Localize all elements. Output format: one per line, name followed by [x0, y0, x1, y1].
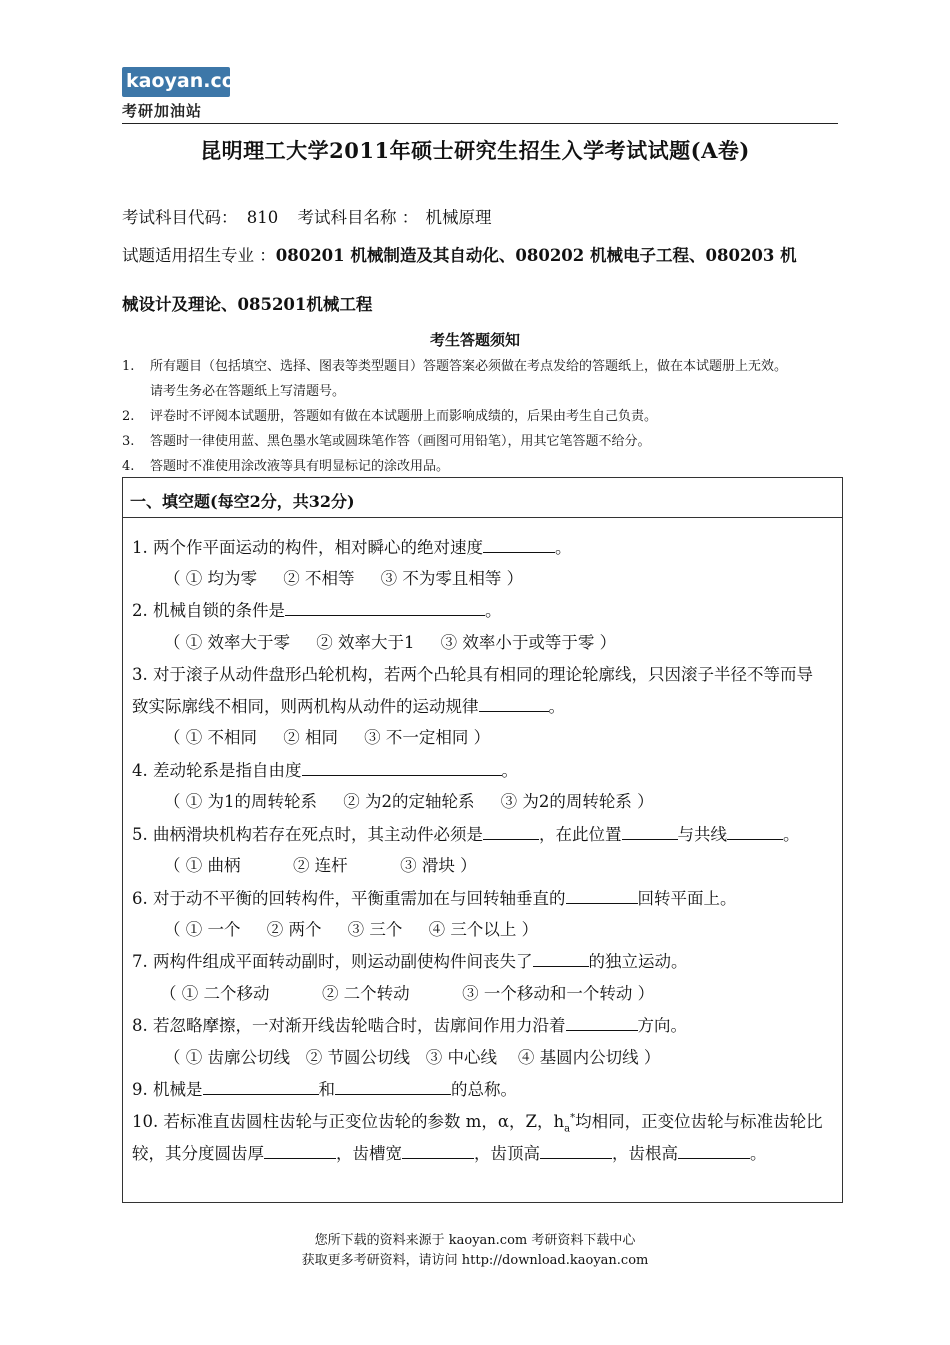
notice-item — [122, 430, 651, 449]
answer-blank — [285, 601, 485, 616]
notice-number: 1. — [122, 359, 135, 374]
question-text-mid: ，齿根高 — [612, 1144, 678, 1163]
major-list-continued: 械设计及理论、085201机械工程 — [122, 295, 373, 314]
question-text: 致实际廓线不相同，则两机构从动件的运动规律 — [132, 697, 479, 716]
answer-blank — [678, 1144, 750, 1159]
header-divider — [122, 123, 838, 124]
question-text: 2. 机械自锁的条件是 — [132, 601, 285, 620]
section-header: 一、填空题(每空2分，共32分) — [130, 492, 355, 511]
question-7 — [132, 948, 688, 972]
question-text: 6. 对于动不平衡的回转构件，平衡重需加在与回转轴垂直的 — [132, 889, 566, 908]
question-8 — [132, 1012, 687, 1036]
subject-info — [122, 204, 492, 228]
answer-blank — [483, 538, 555, 553]
question-text-mid: ，在此位置 — [539, 825, 622, 844]
answer-blank — [566, 1016, 638, 1031]
subject-name-label: 考试科目名称 ： — [297, 208, 419, 227]
question-5-options: （ ① 曲柄 ② 连杆 ③ 滑块 ） — [164, 856, 477, 875]
question-end: 。 — [783, 825, 800, 844]
question-2-options: （ ① 效率大于零 ② 效率大于1 ③ 效率小于或等于零 ） — [164, 633, 617, 652]
question-end: 。 — [501, 761, 518, 780]
question-text: 1. 两个作平面运动的构件，相对瞬心的绝对速度 — [132, 538, 483, 557]
notice-title: 考生答题须知 — [429, 331, 520, 349]
question-4-options: （ ① 为1的周转轮系 ② 为2的定轴轮系 ③ 为2的周转轮系 ） — [164, 792, 654, 811]
logo-text: kaoyan.com — [126, 70, 255, 92]
answer-blank — [533, 952, 589, 967]
question-text: 4. 差动轮系是指自由度 — [132, 761, 302, 780]
notice-text: 评卷时不评阅本试题册，答题如有做在本试题册上而影响成绩的，后果由考生自己负责。 — [150, 409, 658, 424]
question-text-tail: 均相同，正变位齿轮与标准齿轮比 — [575, 1112, 823, 1131]
question-text: 7. 两构件组成平面转动副时，则运动副使构件间丧失了 — [132, 952, 533, 971]
notice-text: 答题时一律使用蓝、黑色墨水笔或圆珠笔作答（画图可用铅笔），用其它笔答题不给分。 — [150, 434, 651, 449]
logo-badge — [122, 67, 255, 97]
question-end: 的独立运动。 — [588, 952, 688, 971]
answer-blank — [264, 1144, 336, 1159]
subject-name: 机械原理 — [425, 208, 492, 227]
question-10-continued — [132, 1140, 767, 1164]
question-end: 。 — [548, 697, 565, 716]
subject-code-label: 考试科目代码： — [122, 208, 238, 227]
question-7-options: （ ① 二个移动 ② 二个转动 ③ 一个移动和一个转动 ） — [160, 984, 655, 1003]
answer-blank — [622, 825, 678, 840]
question-text-mid: 和 — [318, 1080, 335, 1099]
answer-blank — [479, 697, 549, 712]
question-9 — [132, 1076, 517, 1100]
answer-blank — [566, 889, 638, 904]
question-text-mid: 与共线 — [677, 825, 727, 844]
superscript: * — [570, 1112, 576, 1124]
question-10 — [132, 1108, 823, 1134]
major-label: 试题适用招生专业 ： — [122, 246, 276, 265]
question-4 — [132, 757, 518, 781]
question-1-options: （ ① 均为零 ② 不相等 ③ 不为零且相等 ） — [164, 569, 524, 588]
question-end: 方向。 — [637, 1016, 687, 1035]
section-divider — [122, 517, 843, 518]
question-text: 5. 曲柄滑块机构若存在死点时，其主动件必须是 — [132, 825, 483, 844]
subscript: a — [564, 1123, 571, 1135]
question-end: 的总称。 — [451, 1080, 517, 1099]
answer-blank — [402, 1144, 474, 1159]
question-end: 。 — [485, 601, 502, 620]
notice-number: 4. — [122, 459, 135, 474]
notice-text: 答题时不准使用涂改液等具有明显标记的涂改用品。 — [150, 459, 450, 474]
question-5 — [132, 821, 800, 845]
question-1 — [132, 534, 572, 558]
question-text: 较，其分度圆齿厚 — [132, 1144, 264, 1163]
major-info — [122, 242, 797, 266]
question-3-continued — [132, 693, 565, 717]
site-logo — [122, 67, 255, 123]
question-end: 。 — [555, 538, 572, 557]
answer-blank — [727, 825, 783, 840]
footer-link[interactable]: 获取更多考研资料，请访问 http://download.kaoyan.com — [301, 1253, 649, 1268]
question-6 — [132, 885, 737, 909]
answer-blank — [203, 1080, 319, 1095]
question-end: 。 — [750, 1144, 767, 1163]
notice-item — [122, 355, 787, 374]
answer-blank — [335, 1080, 451, 1095]
question-8-options: （ ① 齿廓公切线 ② 节圆公切线 ③ 中心线 ④ 基圆内公切线 ） — [164, 1048, 661, 1067]
answer-blank — [483, 825, 539, 840]
answer-blank — [540, 1144, 612, 1159]
notice-number: 2. — [122, 409, 135, 424]
question-2 — [132, 597, 502, 621]
notice-number: 3. — [122, 434, 135, 449]
exam-title: 昆明理工大学2011年硕士研究生招生入学考试试题(A卷) — [200, 138, 750, 163]
question-text-mid: ，齿顶高 — [474, 1144, 540, 1163]
subject-code: 810 — [246, 208, 279, 227]
major-list: 080201 机械制造及其自动化、080202 机械电子工程、080203 机 — [275, 246, 797, 265]
footer-source: 您所下载的资料来源于 kaoyan.com 考研资料下载中心 — [314, 1233, 636, 1248]
question-3: 3. 对于滚子从动件盘形凸轮机构，若两个凸轮具有相同的理论轮廓线，只因滚子半径不等而导 — [132, 665, 813, 684]
question-3-options: （ ① 不相同 ② 相同 ③ 不一定相同 ） — [164, 728, 491, 747]
notice-item — [122, 455, 449, 474]
answer-blank — [302, 761, 502, 776]
question-text-mid: ，齿槽宽 — [336, 1144, 402, 1163]
logo-subtitle: 考研加油站 — [122, 102, 203, 120]
notice-text: 所有题目（包括填空、选择、图表等类型题目）答题答案必须做在考点发给的答题纸上，做在本试题册上无效。 — [150, 359, 788, 374]
question-end: 回转平面上。 — [637, 889, 737, 908]
question-text: 10. 若标准直齿圆柱齿轮与正变位齿轮的参数 m，α，Z，h — [132, 1112, 565, 1131]
question-text: 9. 机械是 — [132, 1080, 203, 1099]
question-text: 8. 若忽略摩擦，一对渐开线齿轮啮合时，齿廓间作用力沿着 — [132, 1016, 566, 1035]
question-6-options: （ ① 一个 ② 两个 ③ 三个 ④ 三个以上 ） — [164, 920, 539, 939]
notice-item — [122, 405, 657, 424]
notice-continuation: 请考生务必在答题纸上写清题号。 — [150, 384, 346, 399]
